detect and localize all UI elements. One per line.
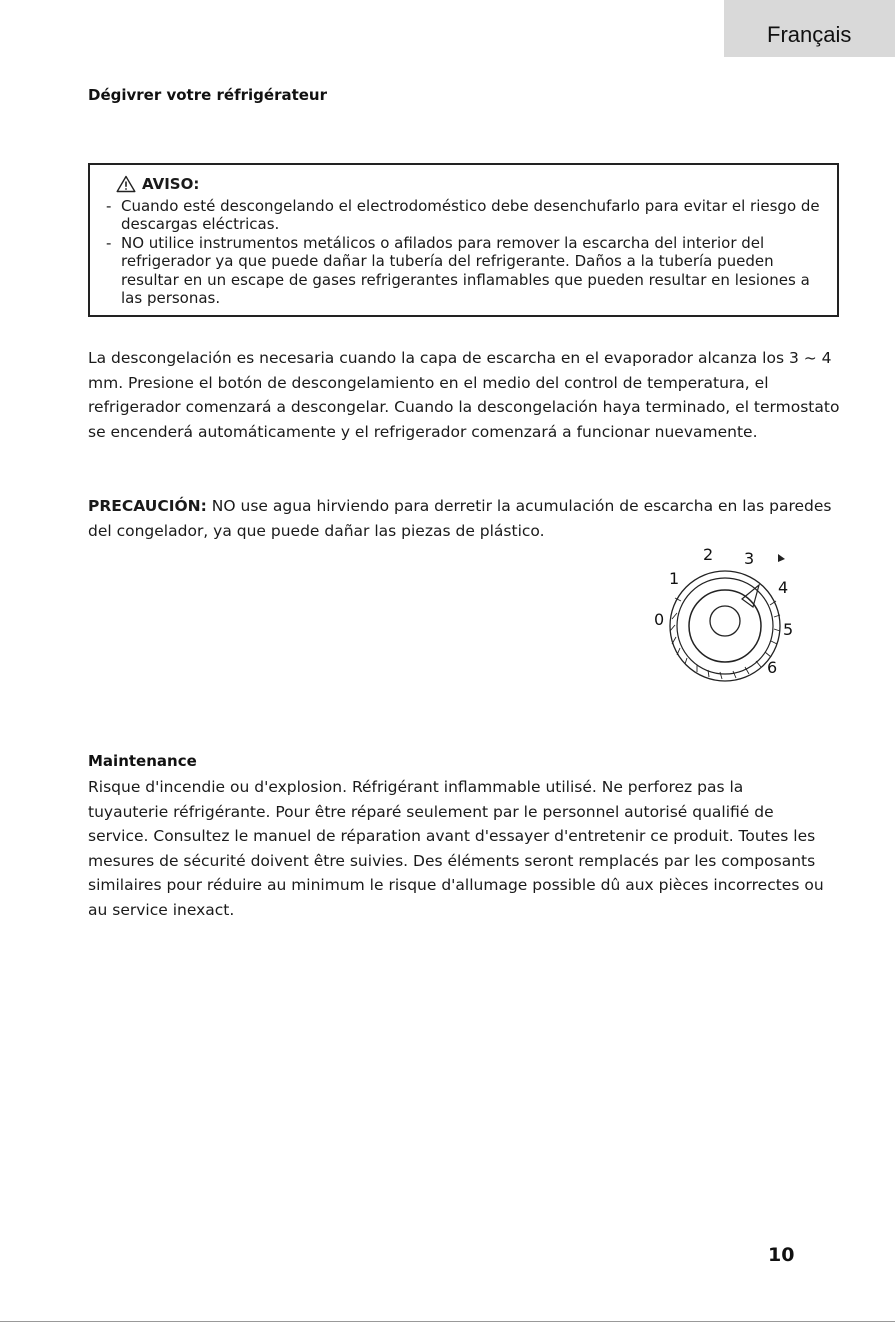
dial-label: 1 xyxy=(669,569,680,588)
defrost-button-icon xyxy=(710,606,740,636)
section-title-maintenance: Maintenance xyxy=(88,752,197,770)
dial-knob-ring xyxy=(689,590,761,662)
caution-paragraph xyxy=(88,494,858,543)
dial-label: 0 xyxy=(654,610,665,629)
dial-label: 4 xyxy=(778,578,789,597)
warning-heading xyxy=(116,175,827,194)
list-dash: - xyxy=(106,233,112,252)
dial-label: 5 xyxy=(783,620,794,639)
warning-item-text: Cuando esté descongelando el electrodoméstico debe desenchufarlo para evitar el riesgo de descargas eléctricas. xyxy=(121,196,820,233)
dial-ridges xyxy=(670,598,780,679)
section-title-defrost: Dégivrer votre réfrigérateur xyxy=(88,86,328,104)
warning-item xyxy=(106,234,827,308)
dial-label: 6 xyxy=(767,658,778,677)
caution-text: NO use agua hirviendo para derretir la acumulación de escarcha en las paredes del congelador, ya que puede dañar las piezas de plástico. xyxy=(88,497,832,540)
dial-outer-ring xyxy=(670,571,780,681)
defrost-paragraph: La descongelación es necesaria cuando la capa de escarcha en el evaporador alcanza los 3 ~ 4 mm. Presione el botón de descongelamiento en el medio del control de temperatura, el refrigerador comenzará a descongelar. Cuando la descongelación haya terminado, el termostato se encenderá automáticamente y el refrigerador comenzará a funcionar nuevamente. xyxy=(88,349,840,441)
warning-heading-text: AVISO: xyxy=(142,175,200,193)
direction-arrow-icon xyxy=(778,554,785,562)
bottom-divider xyxy=(0,1321,895,1322)
warning-item-text: NO utilice instrumentos metálicos o afilados para remover la escarcha del interior del refrigerador ya que puede dañar la tubería del refrigerante. Daños a la tubería pueden resultar en un escape de gases refrigerantes inflamables que pueden resultar en lesiones a las personas. xyxy=(121,233,810,307)
list-dash: - xyxy=(106,196,112,215)
warning-triangle-icon xyxy=(116,175,136,193)
caution-label: PRECAUCIÓN: xyxy=(88,497,207,515)
temperature-dial-icon xyxy=(645,543,805,683)
dial-inner-ring xyxy=(677,578,773,674)
language-tab: Français xyxy=(724,0,895,57)
page-number: 10 xyxy=(768,1244,795,1266)
maintenance-paragraph: Risque d'incendie ou d'explosion. Réfrigérant inflammable utilisé. Ne perforez pas la tuyauterie réfrigérante. Pour être réparé seulement par le personnel autorisé qualifié de service. Consultez le manuel de réparation avant d'essayer d'entretenir ce produit. Toutes les mesures de sécurité doivent être suivies. Des éléments seront remplacés par les composants similaires pour réduire au minimum le risque d'allumage possible dû aux pièces incorrectes ou au service inexact. xyxy=(88,778,824,919)
warning-box xyxy=(88,163,839,317)
warning-item xyxy=(106,197,827,234)
dial-label: 3 xyxy=(744,549,755,568)
dial-label: 2 xyxy=(703,545,714,564)
